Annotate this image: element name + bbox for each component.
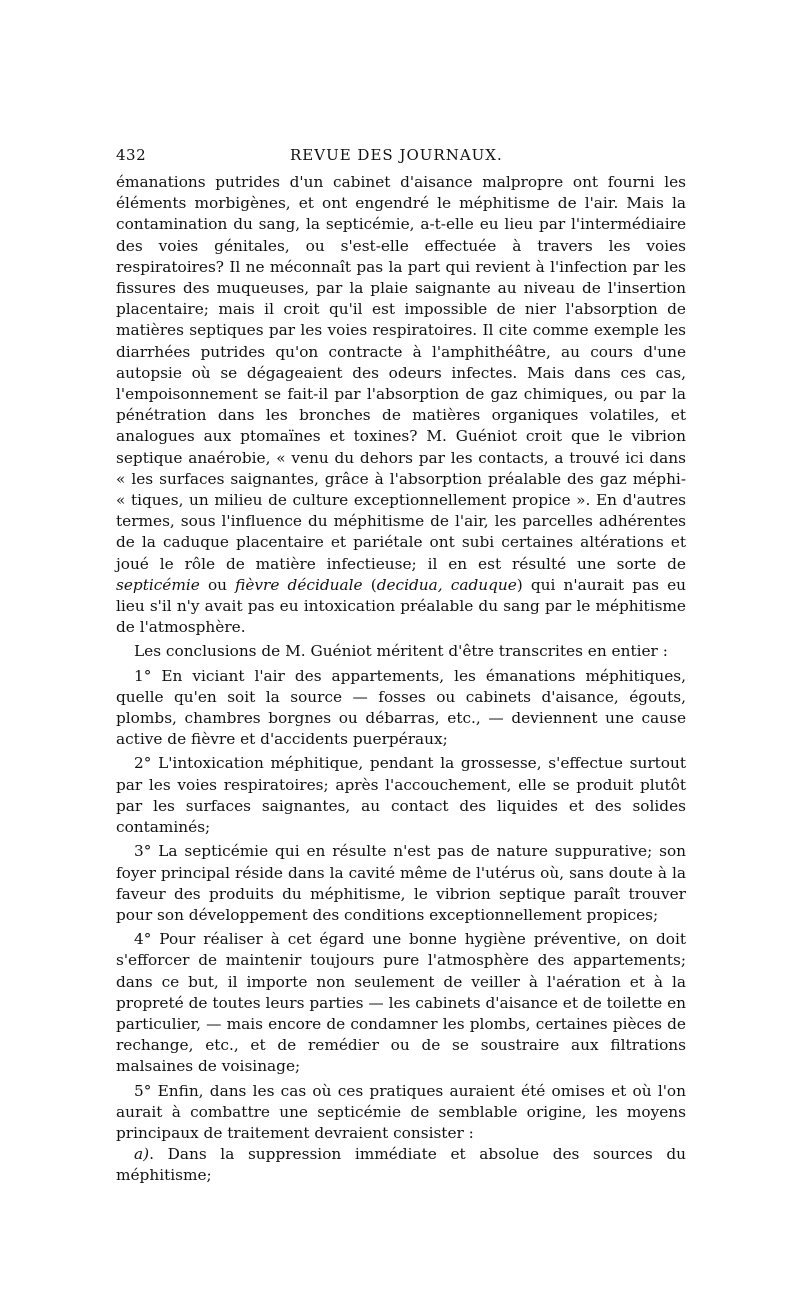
list-marker: a) xyxy=(134,1145,150,1164)
conclusion-2: 2° L'intoxication méphitique, pendant la grossesse, s'effectue surtout par les voies respiratoires; après l'accouchement, elle se produit plutôt par les surfaces saignantes, au contact des liquides et des solides contaminés; xyxy=(116,754,686,837)
italic-term: septicémie xyxy=(116,575,200,594)
page-number: 432 xyxy=(116,146,147,164)
conclusion-4: 4° Pour réaliser à cet égard une bonne hygiène préventive, on doit s'efforcer de maintenir toujours pure l'atmosphère des appartements; dans ce but, il importe non seulement de veiller à l'aération et à la propreté de toutes leurs parties — les cabinets d'aisance et de toilette en particulier, — mais encore de condamner les plombs, certaines pièces de rechange, etc., et de remédier ou de se soustraire aux filtrations malsaines de voisinage; xyxy=(116,930,686,1076)
paragraph-text: ( xyxy=(362,575,377,594)
conclusion-5: 5° Enfin, dans les cas où ces pratiques auraient été omises et où l'on aurait à combattre une septicémie de semblable origine, les moyens principaux de traitement devraient consister : xyxy=(116,1081,686,1142)
page xyxy=(116,142,686,1187)
paragraph-text: ) qui n'aurait pas eu lieu s'il n'y avait pas eu intoxication préalable du sang par le méphitisme de l'atmosphère. xyxy=(116,575,686,637)
running-title: REVUE DES JOURNAUX. xyxy=(290,146,503,164)
paragraph-continuation xyxy=(116,172,686,638)
paragraph-text: émanations putrides d'un cabinet d'aisance malpropre ont fourni les éléments morbigènes, et ont engendré le méphitisme de l'air. Mais la contamination du sang, la septicémie, a-t-elle eu lieu par l'intermédiaire des voies génitales, ou s'est-elle effectuée à travers les voies respiratoires? Il ne méconnaît pas la part qui revient à l'infection par les fissures des muqueuses, par la plaie saignante au niveau de l'insertion placentaire; mais il croit qu'il est impossible de nier l'absorption de matières septiques par les voies respiratoires. Il cite comme exemple les diarrhées putrides qu'on contracte à l'amphithéâtre, au cours d'une autopsie où se dégageaient des odeurs infectes. Mais dans ces cas, l'empoisonnement se fait-il par l'absorption de gaz chimiques, ou par la pénétration dans les bronches de matières organiques volatiles, et analogues aux ptomaïnes et toxines? M. Guéniot croit que le vibrion septique anaérobie, « venu du dehors par les contacts, a trouvé ici dans « les surfaces saignantes, grâce à l'absorption préalable des gaz méphi- « tiques, un milieu de culture exceptionnellement propice ». En d'autres termes, sous l'influence du méphitisme de l'air, les parcelles adhérentes de la caduque placentaire et pariétale ont subi certaines altérations et joué le rôle de matière infectieuse; il en est résulté une sorte de xyxy=(116,173,686,573)
body-text xyxy=(116,172,686,1187)
conclusion-1: 1° En viciant l'air des appartements, les émanations méphitiques, quelle qu'en soit la source — fosses ou cabinets d'aisance, égouts, plombs, chambres borgnes ou débarras, etc., — deviennent une cause active de fièvre et d'accidents puerpéraux; xyxy=(116,666,686,749)
paragraph-text: . Dans la suppression immédiate et absolue des sources du méphitisme; xyxy=(116,1145,686,1185)
conclusion-5a xyxy=(116,1144,686,1186)
italic-term: fièvre déciduale xyxy=(235,575,363,594)
conclusion-3: 3° La septicémie qui en résulte n'est pas de nature suppurative; son foyer principal réside dans la cavité même de l'utérus où, sans doute à la faveur des produits du méphitisme, le vibrion septique paraît trouver pour son développement des conditions exceptionnellement propices; xyxy=(116,842,686,924)
italic-term: decidua, caduque xyxy=(376,575,517,594)
paragraph-text: ou xyxy=(199,575,236,594)
paragraph-intro-conclusions: Les conclusions de M. Guéniot méritent d'être transcrites en entier : xyxy=(134,642,668,661)
running-header xyxy=(116,142,686,172)
